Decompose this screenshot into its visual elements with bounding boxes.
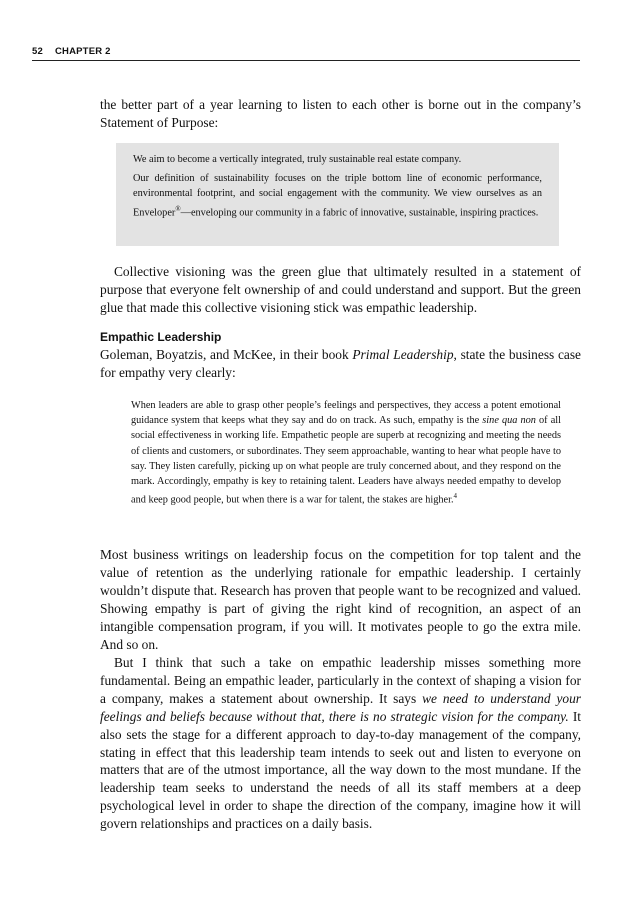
- final-text-a: But I think that such a take on empathic leadership misses something more fundamental. Being an empathic leader, particularly in the context of shaping a vision for a company, makes a statement about ownership. It says: [100, 655, 581, 706]
- section-intro-block: [100, 346, 581, 382]
- collective-paragraph-block: [100, 263, 581, 317]
- final-italic: we need to understand your feelings and beliefs because without that, there is no strategic vision for the company.: [100, 690, 581, 724]
- statement-text-b: —enveloping our community in a fabric of innovative, sustainable, inspiring practices.: [180, 207, 539, 219]
- business-paragraph-block: [100, 546, 581, 653]
- page-number: 52: [32, 46, 43, 57]
- final-paragraph: [100, 654, 581, 833]
- running-header: [32, 46, 580, 61]
- block-quote: [131, 398, 561, 508]
- intro-paragraph: the better part of a year learning to listen to each other is borne out in the company’s Statement of Purpose:: [100, 97, 581, 130]
- quote-text-a: When leaders are able to grasp other people’s feelings and perspectives, they access a potent emotional guidance system that keeps what they say and do on track. As such, empathy is the: [131, 400, 561, 427]
- quote-text-b: of all social effectiveness in working life. Empathetic people are superb at recognizing and meeting the needs of clients and customers, or subordinates. They seem approachable, wanting to hear what people have to say. They listen carefully, picking up on what people are truly concerned about, and they respond on the mark. Accordingly, empathy is key to retaining talent. Leaders have always needed empathy to develop and keep good people, but when there is a war for talent, the stakes are higher.: [131, 415, 561, 506]
- final-paragraph-block: [100, 654, 581, 833]
- section-intro-paragraph: [100, 346, 581, 382]
- section-intro-text-a: Goleman, Boyatzis, and McKee, in their book: [100, 347, 353, 362]
- footnote-marker[interactable]: 4: [453, 492, 458, 501]
- book-title: Primal Leadership: [352, 347, 454, 362]
- section-heading: Empathic Leadership: [100, 330, 222, 344]
- statement-line-2: [133, 171, 542, 220]
- quote-italic: sine qua non: [482, 415, 536, 427]
- registered-mark: ®: [175, 204, 181, 213]
- statement-of-purpose-box: [116, 143, 559, 246]
- statement-line-1: We aim to become a vertically integrated, truly sustainable real estate company.: [133, 154, 462, 165]
- collective-paragraph: Collective visioning was the green glue that ultimately resulted in a statement of purpose that everyone felt ownership of and could understand and support. But the green glue that made this collective visioning stick was empathic leadership.: [100, 264, 581, 315]
- chapter-label: CHAPTER 2: [54, 46, 111, 57]
- section-intro-text-b: , state the business case for empathy very clearly:: [100, 347, 581, 380]
- final-text-b: It also sets the stage for a different approach to day-to-day management of the company, stating in effect that this leadership team intends to seek out and listen to everyone on matters that are of the utmost importance, all the way down to the most mundane. If the leadership team seeks to understand the needs of all its staff members at a deep psychological level in order to shape the direction of the company, imagine how it will govern relationships and practices on a daily basis.: [100, 708, 582, 832]
- intro-paragraph-block: [100, 96, 581, 132]
- business-paragraph: Most business writings on leadership focus on the competition for top talent and the value of retention as the underlying rationale for empathic leadership. I certainly wouldn’t dispute that. Research has proven that people want to be recognized and valued. Showing empathy is part of giving the right kind of recognition, an aspect of an intangible compensation program, if you will. It motivates people to go the extra mile. And so on.: [100, 547, 581, 652]
- statement-text-a: Our definition of sustainability focuses on the triple bottom line of economic performance, environmental footprint, and social engagement with the community. We view ourselves as an Enveloper: [133, 173, 542, 219]
